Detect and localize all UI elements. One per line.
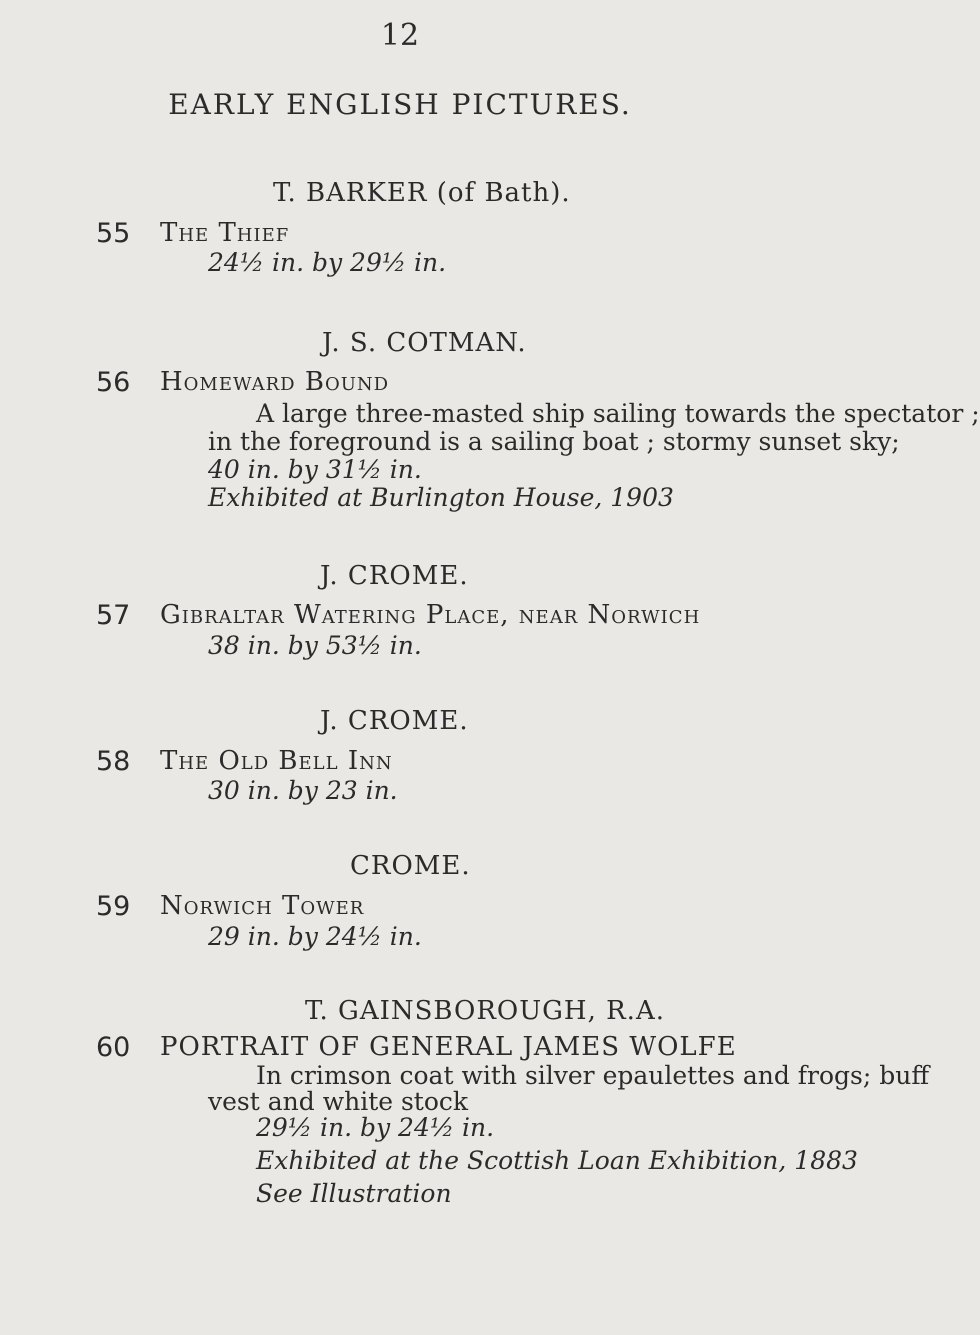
dimensions: 24½ in. by 29½ in. (208, 248, 447, 278)
lot-number: 58 (96, 745, 131, 777)
lot-title: Homeward Bound (160, 367, 390, 398)
illustration-note: See Illustration (256, 1179, 452, 1209)
artist-name: J. S. COTMAN. (322, 327, 527, 358)
description-line: In crimson coat with silver epaulettes and frogs; buff (256, 1060, 930, 1090)
lot-title: The Old Bell Inn (160, 745, 393, 776)
description-line: A large three-masted ship sailing towards the spectator ; (256, 398, 980, 428)
lot-title: Gibraltar Watering Place, near Norwich (160, 600, 701, 631)
description-line: in the foreground is a sailing boat ; stormy sunset sky; (208, 427, 900, 457)
dimensions: 29 in. by 24½ in. (208, 921, 422, 951)
description-line: vest and white stock (208, 1087, 469, 1117)
artist-name: J. CROME. (320, 560, 469, 591)
lot-title: PORTRAIT OF GENERAL JAMES WOLFE (160, 1031, 737, 1062)
page-number: 12 (380, 18, 420, 53)
lot-title: The Thief (160, 217, 290, 248)
lot-number: 57 (96, 600, 131, 632)
lot-number: 60 (96, 1031, 131, 1063)
dimensions: 38 in. by 53½ in. (208, 631, 422, 661)
lot-title: Norwich Tower (160, 890, 365, 921)
artist-name: T. GAINSBOROUGH, R.A. (305, 996, 665, 1027)
page-title: EARLY ENGLISH PICTURES. (168, 88, 632, 121)
dimensions: 30 in. by 23 in. (208, 776, 398, 806)
artist-name: J. CROME. (320, 706, 469, 736)
artist-name: CROME. (350, 851, 471, 882)
dimensions: 40 in. by 31½ in. (208, 455, 422, 485)
lot-number: 59 (96, 890, 131, 922)
lot-number: 55 (96, 217, 131, 249)
lot-number: 56 (96, 367, 131, 399)
exhibition-note: Exhibited at Burlington House, 1903 (208, 483, 674, 513)
artist-name: T. BARKER (of Bath). (273, 178, 571, 208)
exhibition-note: Exhibited at the Scottish Loan Exhibition, 1883 (256, 1146, 858, 1176)
dimensions: 29½ in. by 24½ in. (256, 1113, 495, 1143)
